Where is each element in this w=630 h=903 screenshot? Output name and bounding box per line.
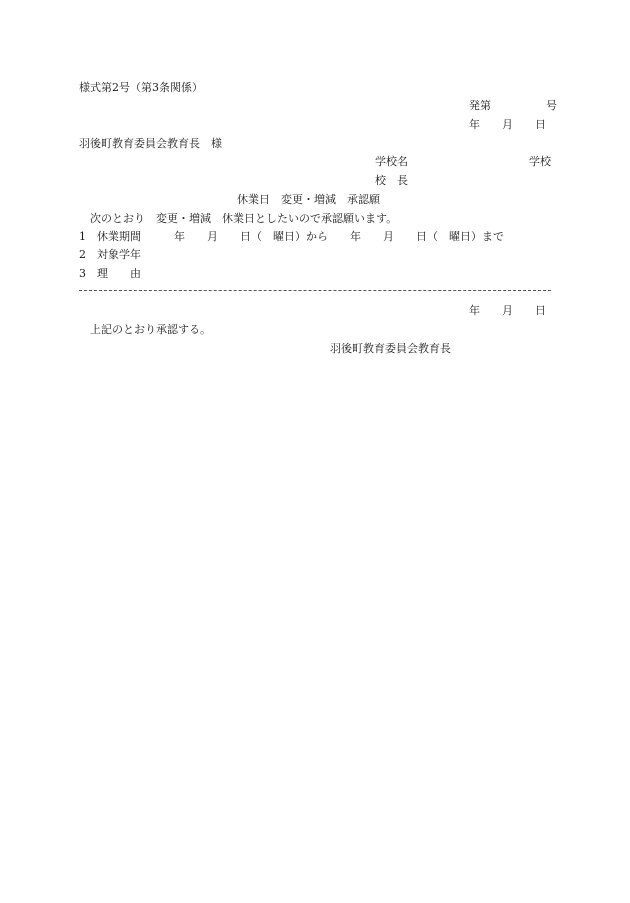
form-label: 様式第2号（第3条関係） xyxy=(79,81,203,94)
issue-number: 発第 号 xyxy=(469,99,557,112)
approval-date: 年 月 日 xyxy=(469,304,546,317)
item-reason: 3 理 由 xyxy=(79,267,141,280)
approval-text: 上記のとおり承認する。 xyxy=(90,323,211,336)
item-grade: 2 対象学年 xyxy=(79,248,141,261)
addressee: 羽後町教育委員会教育長 様 xyxy=(79,137,222,150)
approver: 羽後町教育委員会教育長 xyxy=(330,342,451,355)
item-period: 1 休業期間 年 月 日（ 曜日）から 年 月 日（ 曜日）まで xyxy=(79,230,504,243)
dashed-separator xyxy=(79,290,551,291)
document-title: 休業日 変更・増減 承認願 xyxy=(237,193,380,206)
principal-line: 校 長 xyxy=(375,174,408,187)
issue-date: 年 月 日 xyxy=(469,118,546,131)
school-name-line: 学校名 学校 xyxy=(375,155,551,168)
intro-text: 次のとおり 変更・増減 休業日としたいので承認願います。 xyxy=(90,212,398,225)
